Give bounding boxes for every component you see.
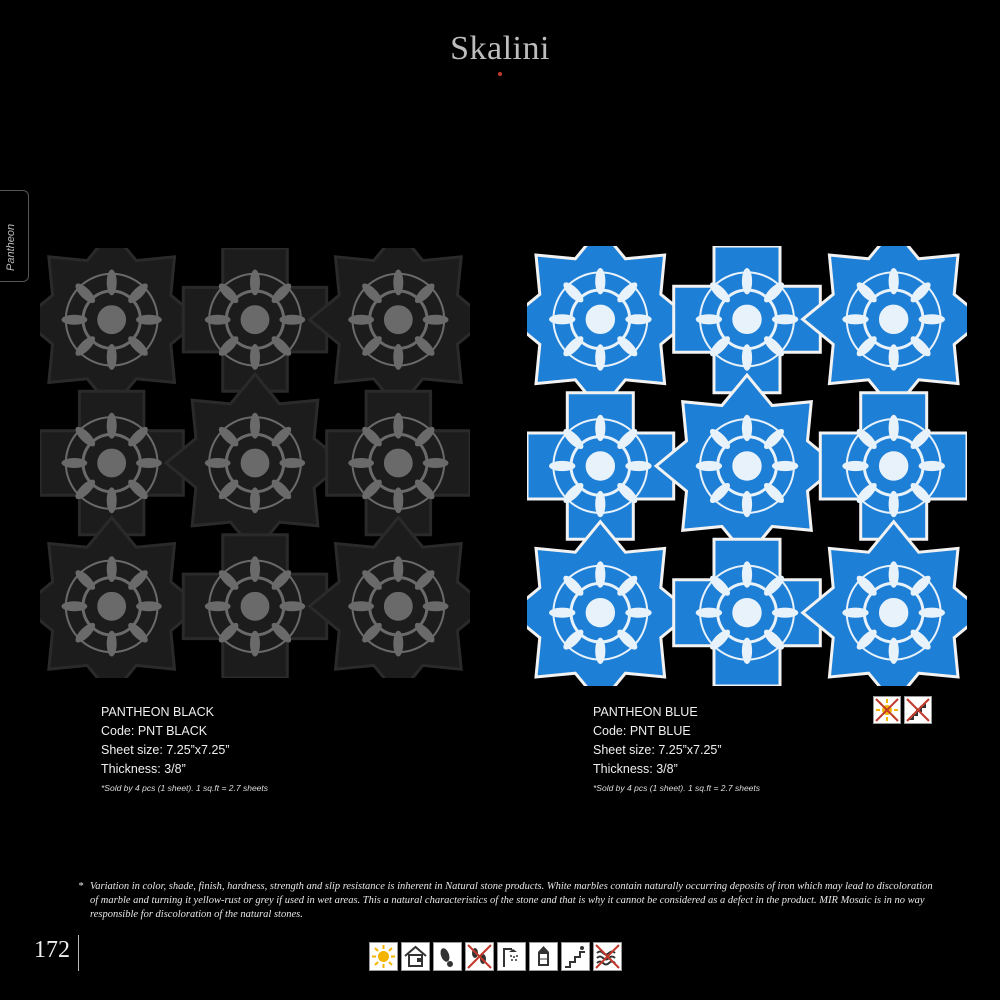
star-tile xyxy=(803,522,967,686)
star-tile xyxy=(310,518,471,679)
shower-icon xyxy=(497,942,526,971)
product-thickness: Thickness: 3/8” xyxy=(101,762,186,776)
house-icon xyxy=(401,942,430,971)
pantheon-blue-tile-image xyxy=(527,246,967,686)
product-note: *Sold by 4 pcs (1 sheet). 1 sq.ft = 2.7 sheets xyxy=(593,783,761,793)
mosaic-sheet xyxy=(40,248,470,678)
cross-tile xyxy=(527,393,674,540)
brand-name: Skalini xyxy=(450,30,550,67)
cross-tile xyxy=(820,393,967,540)
cross-tile xyxy=(674,539,821,686)
star-tile xyxy=(527,522,691,686)
cross-tile xyxy=(183,248,326,391)
lantern-icon xyxy=(529,942,558,971)
product-thickness: Thickness: 3/8” xyxy=(593,762,678,776)
star-tile xyxy=(40,248,200,409)
section-tab[interactable] xyxy=(0,190,29,282)
product-sheet-size: Sheet size: 7.25”x7.25” xyxy=(593,743,722,757)
star-tile xyxy=(527,246,691,410)
product-info-black xyxy=(101,703,268,797)
no-sun-exposure-icon xyxy=(873,696,901,724)
sun-icon xyxy=(369,942,398,971)
usage-icons-row xyxy=(369,942,622,971)
star-tile xyxy=(310,248,471,409)
brand-dot xyxy=(498,72,502,76)
cross-tile xyxy=(327,391,470,534)
no-water-icon xyxy=(593,942,622,971)
footnote-marker: * xyxy=(78,881,84,892)
pantheon-black-tile-image xyxy=(40,248,470,678)
star-tile xyxy=(166,374,344,552)
no-footprint-icon xyxy=(465,942,494,971)
cross-tile xyxy=(183,535,326,678)
star-tile xyxy=(656,375,838,557)
disclaimer-footnote xyxy=(78,880,938,922)
page-divider xyxy=(78,935,79,971)
footprint-icon xyxy=(433,942,462,971)
product-usage-icons xyxy=(873,696,932,724)
page-number: 172 xyxy=(34,937,70,963)
cross-tile xyxy=(674,246,821,393)
cross-tile xyxy=(40,391,183,534)
no-stairs-icon xyxy=(904,696,932,724)
product-info-blue xyxy=(593,703,760,797)
product-sheet-size: Sheet size: 7.25”x7.25” xyxy=(101,743,230,757)
star-tile xyxy=(40,518,200,679)
stairs-icon xyxy=(561,942,590,971)
brand-logo xyxy=(0,30,1000,68)
star-tile xyxy=(803,246,967,410)
section-tab-label: Pantheon xyxy=(5,223,17,271)
product-code: Code: PNT BLACK xyxy=(101,724,208,738)
product-name: PANTHEON BLUE xyxy=(593,705,698,719)
product-code: Code: PNT BLUE xyxy=(593,724,691,738)
product-name: PANTHEON BLACK xyxy=(101,705,214,719)
product-note: *Sold by 4 pcs (1 sheet). 1 sq.ft = 2.7 sheets xyxy=(101,783,269,793)
footnote-text: Variation in color, shade, finish, hardness, strength and slip resistance is inherent in Natural stone products. White marbles contain naturally occurring deposits of iron which may lead to discoloration of marble and turning it yellow-rust or grey if used in wet areas. This a natural characteristics of the stone and that is why it cannot be considered as a defect in the product. MIR Mosaic is in no way responsible for discoloration of the natural stones. xyxy=(90,881,933,920)
mosaic-sheet xyxy=(527,246,967,686)
